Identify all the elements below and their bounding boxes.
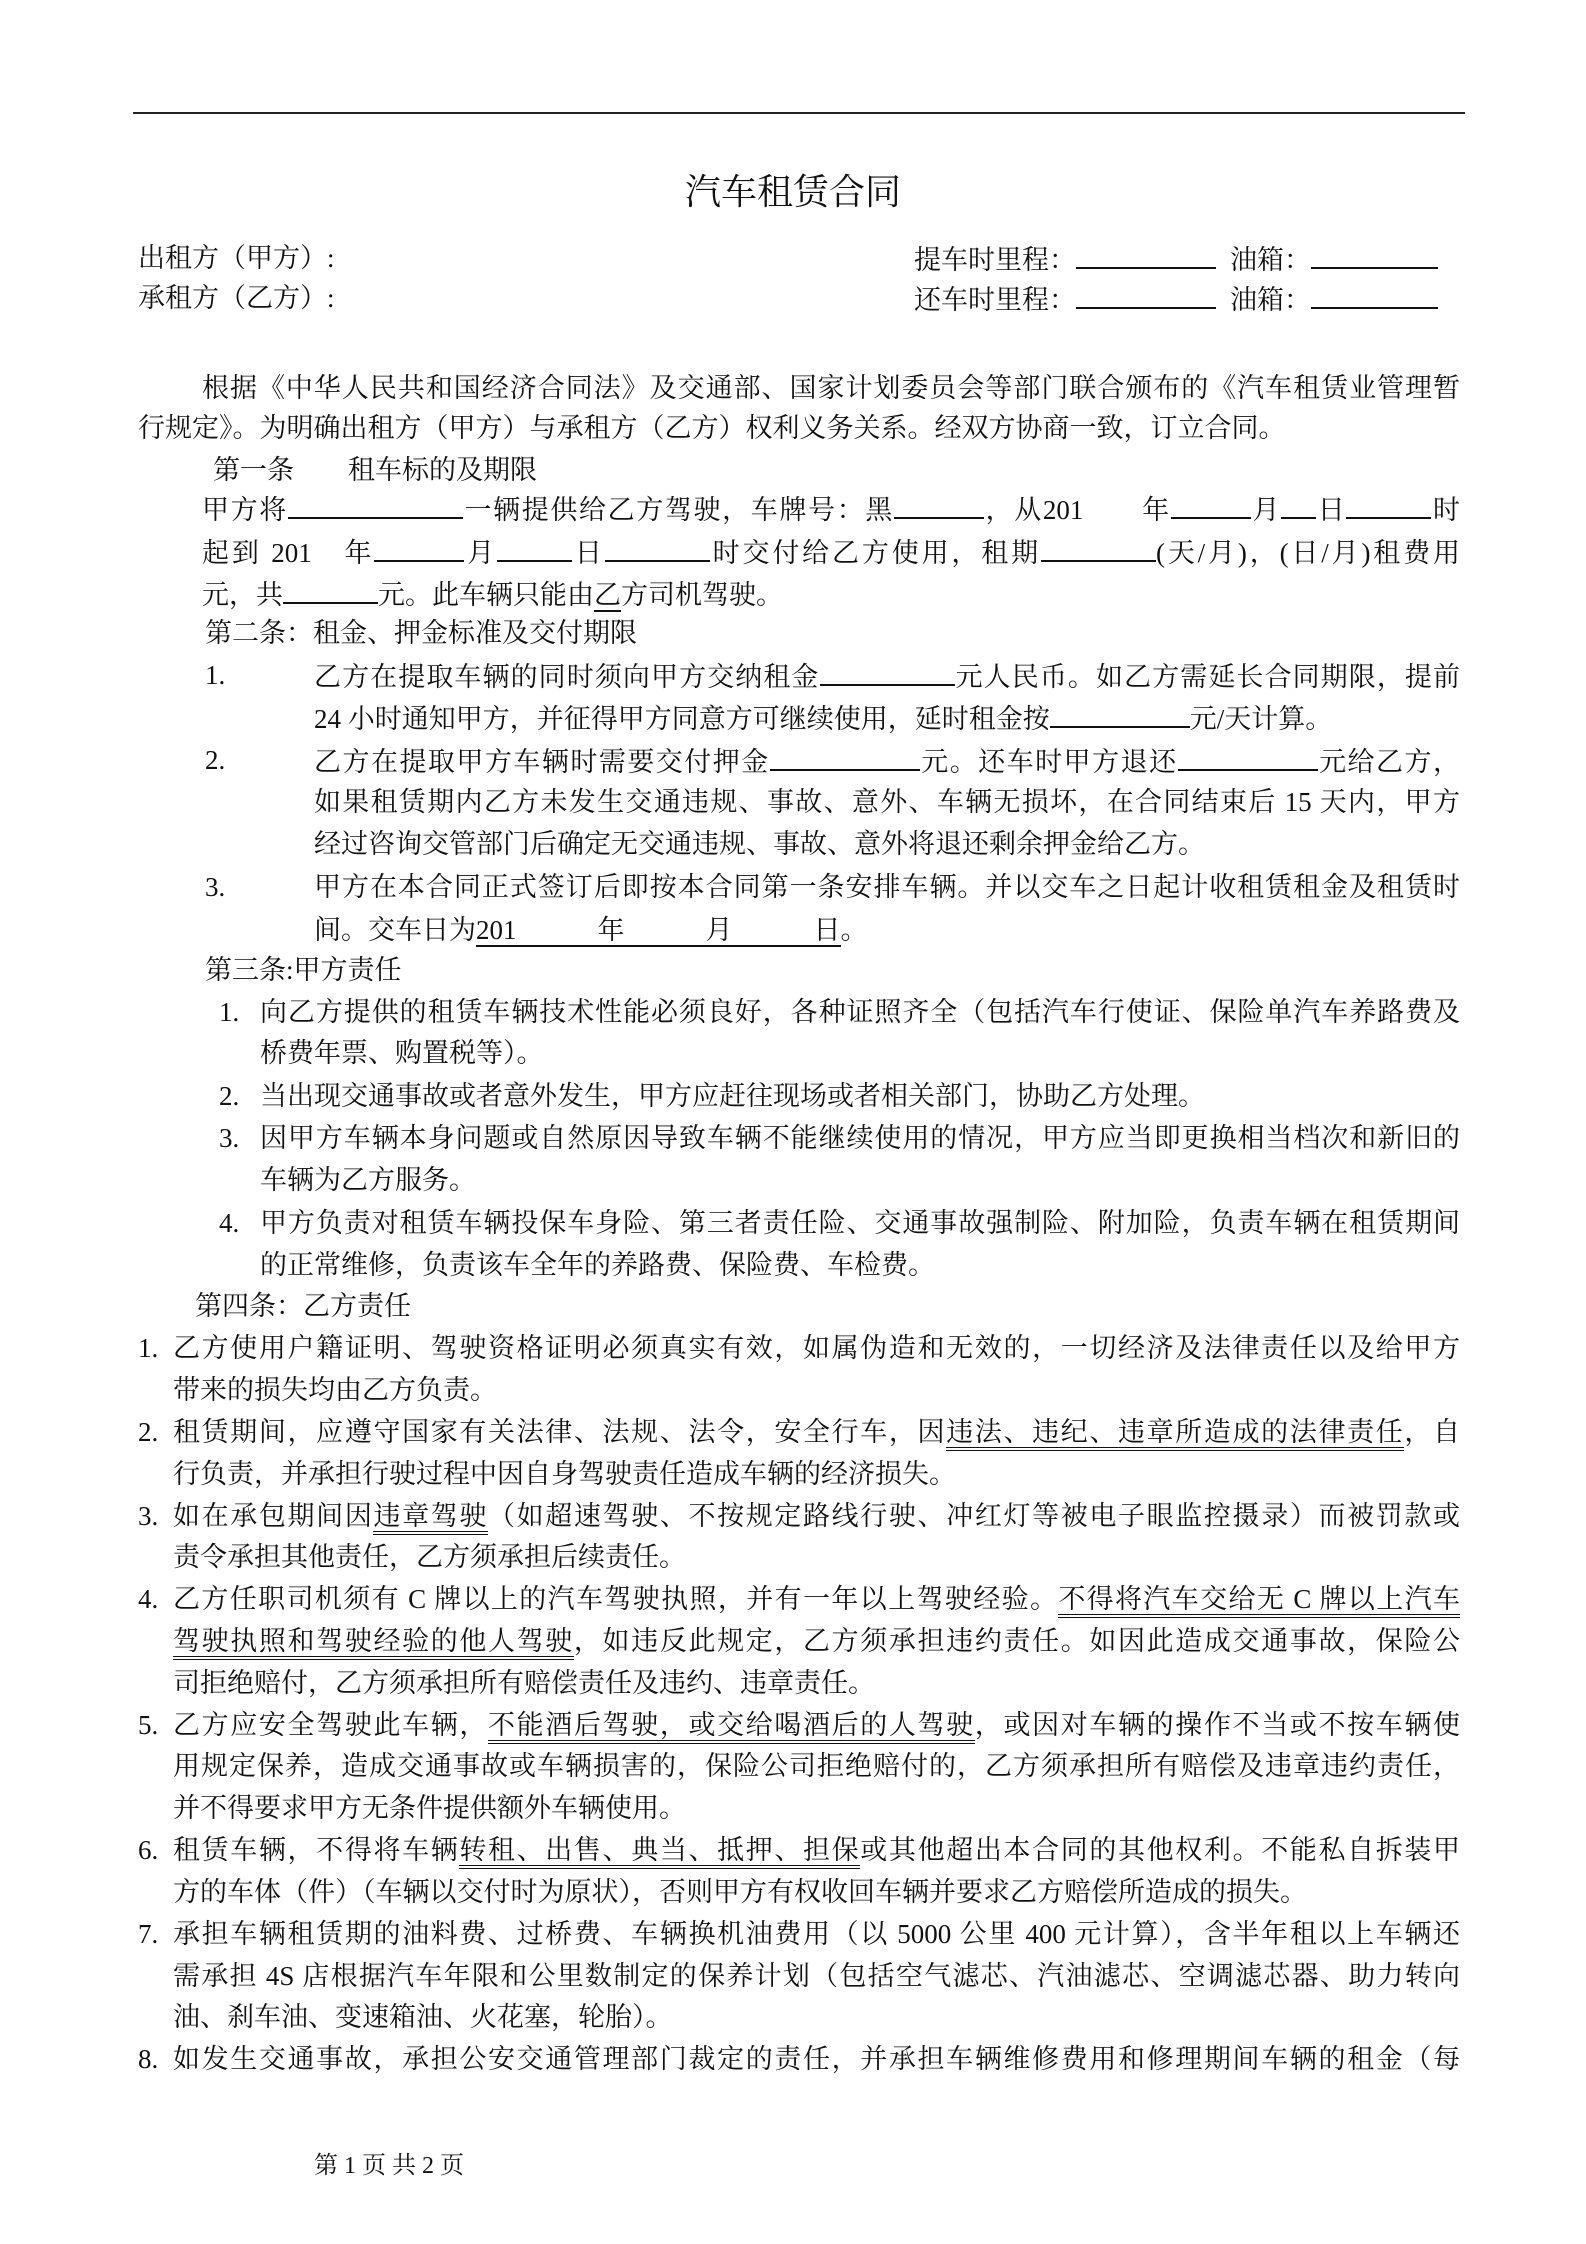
text: 如在承包期间因 — [173, 1501, 374, 1531]
text: 或其他超出本合同的其他权利。不能私自拆装甲 — [860, 1835, 1461, 1865]
article-1-line — [202, 530, 1460, 572]
intro-line: 根据《中华人民共和国经济合同法》及交通部、国家计划委员会等部门联合颁布的《汽车租赁业管理暂 — [202, 373, 1460, 403]
article-3-line: 车辆为乙方服务。 — [260, 1165, 476, 1195]
start-hour-field[interactable] — [1346, 487, 1431, 519]
text: 起到 201 年 — [202, 538, 375, 568]
intro-line: 行规定》。为明确出租方（甲方）与承租方（乙方）权利义务关系。经双方协商一致，订立合同。 — [138, 413, 1286, 443]
text: 。 — [840, 915, 868, 945]
text: 日 — [1316, 495, 1347, 525]
article-4-line: 并不得要求甲方无条件提供额外车辆使用。 — [173, 1793, 686, 1823]
return-fuel-field[interactable] — [1311, 277, 1438, 309]
lessee-label: 承租方（乙方）: — [138, 283, 335, 313]
text: 一辆提供给乙方驾驶，车牌号：黑 — [462, 495, 894, 525]
start-month-field[interactable] — [1171, 487, 1251, 519]
return-fuel-label: 油箱： — [1230, 285, 1311, 315]
item-number: 3. — [219, 1123, 240, 1153]
article-4-line: 油、刹车油、变速箱油、火花塞，轮胎）。 — [173, 2002, 673, 2032]
article-4-line — [173, 1704, 1460, 1746]
driver-party: 乙 — [594, 580, 621, 610]
article-4-line — [173, 1620, 1460, 1662]
total-fee-field[interactable] — [283, 572, 378, 604]
extension-rent-field[interactable] — [1050, 696, 1190, 728]
item-number: 1. — [138, 1333, 159, 1363]
item-number: 2. — [138, 1417, 159, 1447]
article-2-line — [314, 739, 1460, 781]
text: ，从201 年 — [983, 495, 1171, 525]
plate-field[interactable] — [894, 487, 984, 519]
item-number: 7. — [138, 1919, 159, 1949]
text: 乙方在提取车辆的同时须向甲方交纳租金 — [314, 662, 820, 692]
underlined-text: 不能酒后驾驶，或交给喝酒后的人驾驶 — [488, 1710, 975, 1744]
text: 间。交车日为 — [314, 915, 476, 945]
article-4-line — [173, 1495, 1460, 1537]
underlined-text: 不得将汽车交给无 C 牌以上汽车 — [1058, 1584, 1460, 1618]
article-3-line: 向乙方提供的租赁车辆技术性能必须良好，各种证照齐全（包括汽车行使证、保险单汽车养路费及 — [260, 997, 1460, 1027]
article-4-line — [173, 1578, 1460, 1620]
text: 租赁车辆，不得将车辆 — [173, 1835, 460, 1865]
underlined-text: 转租、出售、典当、抵押、担保 — [459, 1835, 860, 1869]
text: 乙方任职司机须有 C 牌以上的汽车驾驶执照，并有一年以上驾驶经验。 — [173, 1584, 1059, 1614]
lessor-label: 出租方（甲方）: — [138, 243, 335, 273]
text: 日 — [572, 538, 605, 568]
article-4-line: 乙方使用户籍证明、驾驶资格证明必须真实有效，如属伪造和无效的，一切经济及法律责任以及给甲方 — [173, 1333, 1460, 1363]
document-title: 汽车租赁合同 — [684, 172, 901, 212]
item-number: 3. — [138, 1501, 159, 1531]
text: 时交付给乙方使用，租期 — [709, 538, 1041, 568]
article-3-line: 桥费年票、购置税等）。 — [260, 1038, 544, 1068]
item-number: 2. — [205, 745, 226, 775]
deposit-field[interactable] — [770, 739, 920, 771]
return-mileage-row — [914, 277, 1438, 319]
text: 月 — [1250, 495, 1282, 525]
underlined-text: 驾驶执照和驾驶经验的他人驾驶 — [173, 1626, 574, 1660]
article-2-line — [314, 696, 1332, 738]
article-4-line — [173, 1829, 1460, 1871]
item-number: 8. — [138, 2044, 159, 2074]
text: 甲方将 — [202, 495, 288, 525]
article-2-line: 经过咨询交管部门后确定无交通违规、事故、意外将退还剩余押金给乙方。 — [314, 829, 1205, 859]
refund-field[interactable] — [1178, 739, 1318, 771]
delivery-date-field[interactable]: 201 年 月 日 — [476, 915, 841, 945]
underlined-text: 违法、违纪、违章所造成的法律责任 — [946, 1417, 1404, 1451]
text: 元人民币。如乙方需延长合同期限，提前 — [954, 662, 1460, 692]
article-2-heading: 第二条：租金、押金标准及交付期限 — [205, 618, 637, 648]
header-rule — [133, 112, 1465, 114]
text: ，自 — [1404, 1417, 1461, 1447]
rental-period-field[interactable] — [1041, 530, 1156, 562]
text: 元/天计算。 — [1189, 704, 1333, 734]
return-mileage-label: 还车时里程： — [914, 285, 1076, 315]
pickup-mileage-label: 提车时里程： — [914, 245, 1076, 275]
car-field[interactable] — [288, 487, 463, 519]
item-number: 1. — [219, 997, 240, 1027]
article-4-line: 行负责，并承担行驶过程中因自身驾驶责任造成车辆的经济损失。 — [173, 1459, 956, 1489]
article-4-line: 承担车辆租赁期的油料费、过桥费、车辆换机油费用（以 5000 公里 400 元计算），含半年租以上车辆还 — [173, 1919, 1460, 1949]
text: ，或因对车辆的操作不当或不按车辆使 — [974, 1710, 1461, 1740]
text: 方司机驾驶。 — [621, 580, 783, 610]
text: 24 小时通知甲方，并征得甲方同意方可继续使用，延时租金按 — [314, 704, 1050, 734]
article-4-line — [173, 1411, 1460, 1453]
text: 元。还车时甲方退还 — [919, 747, 1178, 777]
text: 元给乙方， — [1317, 747, 1461, 777]
page-number: 第 1 页 共 2 页 — [314, 2153, 464, 2179]
end-hour-field[interactable] — [605, 530, 710, 562]
article-1-heading: 第一条 租车标的及期限 — [213, 455, 537, 485]
text: 乙方应安全驾驶此车辆， — [173, 1710, 488, 1740]
item-number: 4. — [219, 1208, 240, 1238]
underlined-text: 违章驾驶 — [373, 1501, 488, 1535]
item-number: 6. — [138, 1835, 159, 1865]
article-4-line: 责令承担其他责任，乙方须承担后续责任。 — [173, 1542, 686, 1572]
article-4-line: 带来的损失均由乙方负责。 — [173, 1375, 497, 1405]
text: （如超速驾驶、不按规定路线行驶、冲红灯等被电子眼监控摄录）而被罚款或 — [488, 1501, 1461, 1531]
article-4-line: 司拒绝赔付，乙方须承担所有赔偿责任及违约、违章责任。 — [173, 1668, 875, 1698]
article-3-line: 的正常维修，负责该车全年的养路费、保险费、车检费。 — [260, 1250, 935, 1280]
article-4-line: 方的车体（件）（车辆以交付时为原状），否则甲方有权收回车辆并要求乙方赔偿所造成的损失。 — [173, 1877, 1307, 1907]
article-2-line: 甲方在本合同正式签订后即按本合同第一条安排车辆。并以交车之日起计收租赁租金及租赁时 — [314, 872, 1460, 902]
article-4-line: 需承担 4S 店根据汽车年限和公里数制定的保养计划（包括空气滤芯、汽油滤芯、空调滤芯器、助力转向 — [173, 1961, 1460, 1991]
item-number: 5. — [138, 1710, 159, 1740]
start-day-field[interactable] — [1281, 487, 1316, 519]
text: 乙方在提取甲方车辆时需要交付押金 — [314, 747, 770, 777]
article-3-line: 甲方负责对租赁车辆投保车身险、第三者责任险、交通事故强制险、附加险，负责车辆在租赁期间 — [260, 1208, 1460, 1238]
return-mileage-field[interactable] — [1076, 277, 1216, 309]
item-number: 2. — [219, 1081, 240, 1111]
text: (天/月)，(日/月)租费用 — [1155, 538, 1461, 568]
pickup-mileage-field[interactable] — [1076, 237, 1216, 269]
article-3-heading: 第三条:甲方责任 — [205, 955, 402, 985]
pickup-fuel-label: 油箱： — [1230, 245, 1311, 275]
pickup-mileage-row — [914, 237, 1438, 279]
pickup-fuel-field[interactable] — [1311, 237, 1438, 269]
item-number: 4. — [138, 1584, 159, 1614]
rent-field[interactable] — [820, 654, 955, 686]
article-3-line: 因甲方车辆本身问题或自然原因导致车辆不能继续使用的情况，甲方应当即更换相当档次和新旧的 — [260, 1123, 1460, 1153]
article-2-line — [314, 654, 1460, 696]
end-month-field[interactable] — [374, 530, 464, 562]
text: 元，共 — [202, 580, 283, 610]
item-number: 1. — [205, 660, 226, 690]
article-2-line: 如果租赁期内乙方未发生交通违规、事故、意外、车辆无损坏，在合同结束后 15 天内，甲方 — [314, 787, 1460, 817]
article-4-line: 用规定保养，造成交通事故或车辆损害的，保险公司拒绝赔付的，乙方须承担所有赔偿及违章违约责任， — [173, 1751, 1460, 1781]
end-day-field[interactable] — [497, 530, 572, 562]
text: 租赁期间，应遵守国家有关法律、法规、法令，安全行车，因 — [173, 1417, 947, 1447]
article-2-line — [314, 909, 868, 951]
article-4-line: 如发生交通事故，承担公安交通管理部门裁定的责任，并承担车辆维修费用和修理期间车辆的租金（每 — [173, 2044, 1460, 2074]
text: 时 — [1431, 495, 1461, 525]
article-3-line: 当出现交通事故或者意外发生，甲方应赶往现场或者相关部门，协助乙方处理。 — [260, 1081, 1205, 1111]
text: 月 — [464, 538, 498, 568]
text: ，如违反此规定，乙方须承担违约责任。如因此造成交通事故，保险公 — [573, 1626, 1461, 1656]
article-1-line — [202, 572, 783, 614]
text: 元。此车辆只能由 — [378, 580, 594, 610]
item-number: 3. — [205, 872, 226, 902]
article-1-line — [202, 487, 1460, 529]
article-4-heading: 第四条：乙方责任 — [195, 1291, 411, 1321]
